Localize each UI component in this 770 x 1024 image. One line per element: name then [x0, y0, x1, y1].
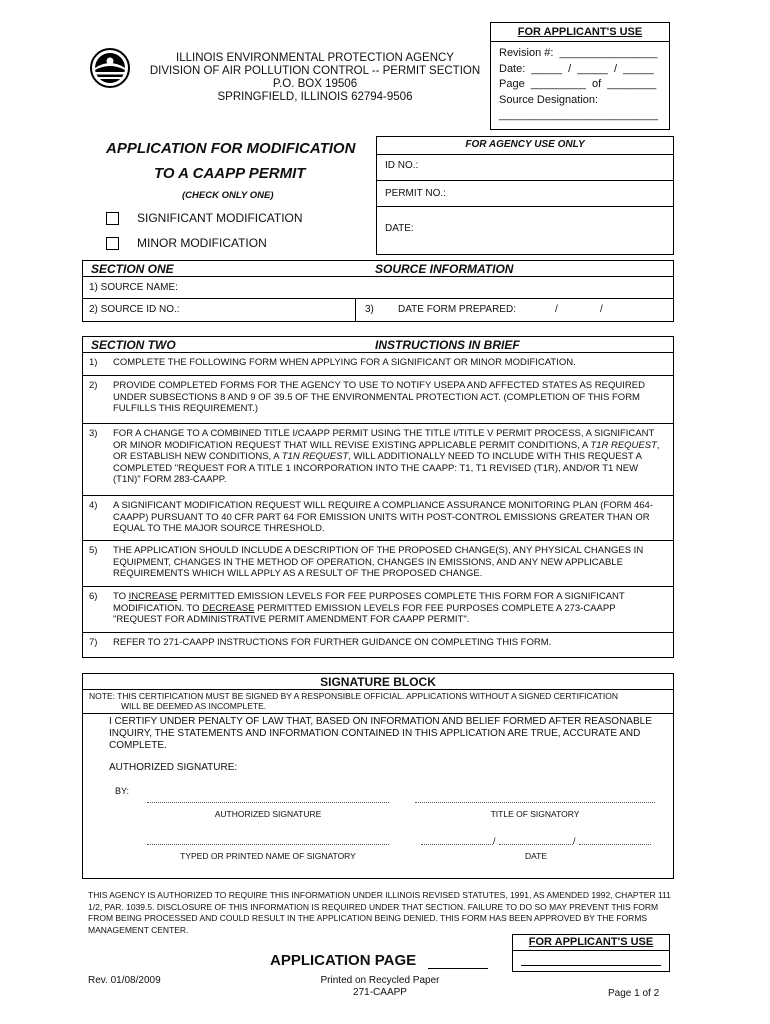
legal-notice: THIS AGENCY IS AUTHORIZED TO REQUIRE THIS INFORMATION UNDER ILLINOIS REVISED STATUTES, 1991, AS AMENDED 1992, CHAPTER 111 1/2, PAR. 1039.5. DISCLOSURE OF THIS INFORMATION IS REQUIRED UNDER THAT SECTION. FAILURE TO DO SO MAY PREVENT THIS FORM FROM BEING PROCESSED AND COULD RESULT IN THE APPLICATION BEING DENIED. THIS FORM HAS BEEN APPROVED BY THE FORMS MANAGEMENT CENTER. — [88, 890, 671, 935]
form-title-line2: TO A CAAPP PERMIT — [154, 165, 306, 182]
date-caption: DATE — [524, 851, 548, 861]
agency-line: ILLINOIS ENVIRONMENTAL PROTECTION AGENCY — [176, 52, 454, 64]
option-label: MINOR MODIFICATION — [137, 236, 267, 250]
agency-line: DIVISION OF AIR POLLUTION CONTROL -- PERMIT SECTION — [149, 65, 481, 77]
instruction-item — [83, 353, 673, 376]
instruction-text-underlined: DECREASE — [202, 602, 255, 614]
authorized-signature-line[interactable] — [147, 802, 389, 803]
instruction-text: , WILL ADDITIONALLY NEED TO INCLUDE WITH THIS REQUEST A COMPLETED "REQUEST FOR A TITLE 1 INCORPORATION INTO THE CAAPP: T1, T1 REVISED (T1R), AND/OR T1 NEW (T1N)" FORM 283-CAAPP. — [113, 451, 642, 486]
section-two — [82, 336, 674, 658]
minor-modification-option[interactable] — [106, 235, 267, 251]
instruction-number: 2) — [89, 380, 98, 391]
section-two-header — [83, 337, 673, 353]
signature-body — [83, 714, 673, 878]
instruction-text: THE APPLICATION SHOULD INCLUDE A DESCRIPTION OF THE PROPOSED CHANGE(S), ANY PHYSICAL CHANGES IN EQUIPMENT, CHANGES IN THE METHOD OF OPERATION, CHANGES IN EMISSIONS, AND ANY NEW APPLICABLE REQUIREMENTS WHICH WILL APPLY AS A RESULT OF THE PROPOSED CHANGE. — [113, 545, 644, 580]
printed-on-recycled — [300, 975, 460, 999]
footer-applicant-field[interactable] — [521, 965, 661, 966]
source-designation-field[interactable]: __________________________ — [499, 109, 659, 121]
agency-line: SPRINGFIELD, ILLINOIS 62794-9506 — [217, 91, 413, 103]
date-prepared-label: DATE FORM PREPARED: — [398, 304, 516, 315]
instruction-item — [83, 633, 673, 657]
source-designation-label: Source Designation: — [499, 93, 599, 106]
footer-applicant-title: FOR APPLICANT'S USE — [513, 935, 669, 951]
instruction-item — [83, 541, 673, 587]
date-slash: / — [600, 304, 603, 315]
date-field[interactable]: DATE: — [385, 223, 414, 234]
page-number: Page 1 of 2 — [608, 988, 660, 999]
revision-date: Rev. 01/08/2009 — [88, 975, 161, 986]
instruction-text: COMPLETE THE FOLLOWING FORM WHEN APPLYING FOR A SIGNIFICANT OR MINOR MODIFICATION. — [113, 357, 576, 368]
printed-line: Printed on Recycled Paper — [320, 975, 440, 986]
form-number: 271-CAAPP — [353, 987, 407, 998]
application-page-field[interactable] — [428, 968, 488, 969]
date-field[interactable]: Date: _____ / _____ / _____ — [499, 62, 654, 75]
signature-block-title: SIGNATURE BLOCK — [83, 674, 673, 690]
option-label: SIGNIFICANT MODIFICATION — [137, 211, 303, 225]
permit-no-field[interactable]: PERMIT NO.: — [377, 181, 673, 207]
section-one-label: SECTION ONE — [91, 262, 174, 276]
date-line-day[interactable] — [499, 844, 573, 845]
instruction-number: 7) — [89, 637, 98, 648]
by-label: BY: — [115, 786, 130, 796]
source-name-row[interactable] — [83, 277, 673, 299]
instruction-text: TO — [113, 591, 129, 602]
instruction-item — [83, 376, 673, 424]
applicant-use-title: FOR APPLICANT'S USE — [491, 23, 669, 42]
instruction-item — [83, 496, 673, 541]
instruction-number: 4) — [89, 500, 98, 511]
note-line: WILL BE DEEMED AS INCOMPLETE. — [121, 701, 267, 711]
significant-modification-checkbox[interactable] — [106, 212, 119, 225]
date-slash: / — [493, 836, 496, 846]
significant-modification-option[interactable] — [106, 210, 303, 226]
instruction-text: PROVIDE COMPLETED FORMS FOR THE AGENCY TO USE TO NOTIFY USEPA AND AFFECTED STATES AS REQUIRED UNDER SUBSECTIONS 8 AND 9 OF 39.5 OF THE ENVIRONMENTAL PROTECTION ACT. (COMPLETION OF THIS FORM FULFILLS THIS REQUIREMENT.) — [113, 380, 645, 415]
certification-statement: I CERTIFY UNDER PENALTY OF LAW THAT, BASED ON INFORMATION AND BELIEF FORMED AFTER REASONABLE INQUIRY, THE STATEMENTS AND INFORMATION CONTAINED IN THIS APPLICATION ARE TRUE, ACCURATE AND COMPLETE. — [109, 716, 652, 751]
instruction-text: PERMITTED EMISSION LEVELS FOR FEE PURPOSES COMPLETE A 273-CAAPP "REQUEST FOR ADMINISTRATIVE PERMIT AMENDMENT FOR CAAPP PERMIT". — [113, 602, 616, 626]
section-one-header — [83, 261, 673, 277]
section-two-title: INSTRUCTIONS IN BRIEF — [375, 338, 520, 352]
instruction-text: PERMITTED EMISSION LEVELS FOR FEE PURPOSES COMPLETE THIS FORM FOR A SIGNIFICANT MODIFICATION. TO — [113, 591, 625, 614]
printed-name-line[interactable] — [147, 844, 389, 845]
date-prepared-num: 3) — [365, 304, 374, 315]
instruction-number: 6) — [89, 591, 98, 602]
agency-use-box — [376, 136, 674, 255]
check-only-one-note: (CHECK ONLY ONE) — [182, 190, 274, 201]
date-line-year[interactable] — [579, 844, 651, 845]
date-line-month[interactable] — [421, 844, 493, 845]
instruction-number: 3) — [89, 428, 98, 439]
printed-name-caption: TYPED OR PRINTED NAME OF SIGNATORY — [180, 851, 356, 861]
instruction-text: , OR ESTABLISH NEW CONDITIONS, A — [113, 439, 660, 463]
minor-modification-checkbox[interactable] — [106, 237, 119, 250]
instruction-text-underlined: INCREASE — [128, 591, 178, 602]
illinois-epa-logo — [90, 48, 130, 88]
application-page-label: APPLICATION PAGE — [270, 952, 417, 969]
instruction-text-italic: T1R REQUEST — [590, 439, 657, 451]
agency-address — [140, 52, 490, 104]
date-slash: / — [555, 304, 558, 315]
authorized-signature-label: AUTHORIZED SIGNATURE: — [109, 762, 238, 773]
date-slash: / — [573, 836, 576, 846]
form-title-line1: APPLICATION FOR MODIFICATION — [106, 140, 356, 157]
source-name-label: 1) SOURCE NAME: — [89, 282, 178, 293]
page-field[interactable]: Page _________ of ________ — [499, 78, 657, 90]
footer-applicant-box — [512, 934, 670, 972]
title-of-signatory-caption: TITLE OF SIGNATORY — [490, 809, 580, 819]
note-line: NOTE: THIS CERTIFICATION MUST BE SIGNED BY A RESPONSIBLE OFFICIAL. APPLICATIONS WITHOUT A SIGNED CERTIFICATION — [89, 691, 618, 701]
instruction-text: REFER TO 271-CAAPP INSTRUCTIONS FOR FURTHER GUIDANCE ON COMPLETING THIS FORM. — [113, 637, 552, 648]
applicant-use-box — [490, 22, 670, 130]
instruction-item — [83, 424, 673, 496]
revision-field[interactable]: Revision #: ________________ — [499, 47, 658, 59]
instruction-text: A SIGNIFICANT MODIFICATION REQUEST WILL REQUIRE A COMPLIANCE ASSURANCE MONITORING PLAN (FORM 464-CAAPP) PURSUANT TO 40 CFR PART 64 FOR EMISSION UNITS WITH POST-CONTROL EMISSIONS GREATER THAN OR EQUAL TO THE MAJOR SOURCE THRESHOLD. — [113, 500, 654, 535]
instruction-text-italic: T1N REQUEST — [281, 451, 349, 463]
section-one — [82, 260, 674, 322]
agency-use-title: FOR AGENCY USE ONLY — [377, 137, 673, 155]
section-one-title: SOURCE INFORMATION — [375, 262, 514, 276]
instruction-number: 5) — [89, 545, 98, 556]
source-id-label: 2) SOURCE ID NO.: — [89, 304, 180, 315]
application-title-block — [82, 138, 382, 258]
instruction-number: 1) — [89, 357, 98, 368]
instruction-text: FOR A CHANGE TO A COMBINED TITLE I/CAAPP PERMIT USING THE TITLE I/TITLE V PERMIT PROCESS, A SIGNIFICANT OR MINOR MODIFICATION REQUEST THAT WILL REVISE EXISTING APPLICABLE PERMIT CONDITIONS, A — [113, 428, 655, 451]
source-id-row — [83, 299, 673, 321]
instruction-item — [83, 587, 673, 633]
signature-block — [82, 673, 674, 879]
authorized-signature-caption: AUTHORIZED SIGNATURE — [214, 809, 322, 819]
section-two-label: SECTION TWO — [91, 338, 176, 352]
signature-note — [83, 690, 673, 714]
agency-line: P.O. BOX 19506 — [272, 78, 358, 90]
id-no-field[interactable]: ID NO.: — [377, 155, 673, 181]
title-of-signatory-line[interactable] — [415, 802, 655, 803]
